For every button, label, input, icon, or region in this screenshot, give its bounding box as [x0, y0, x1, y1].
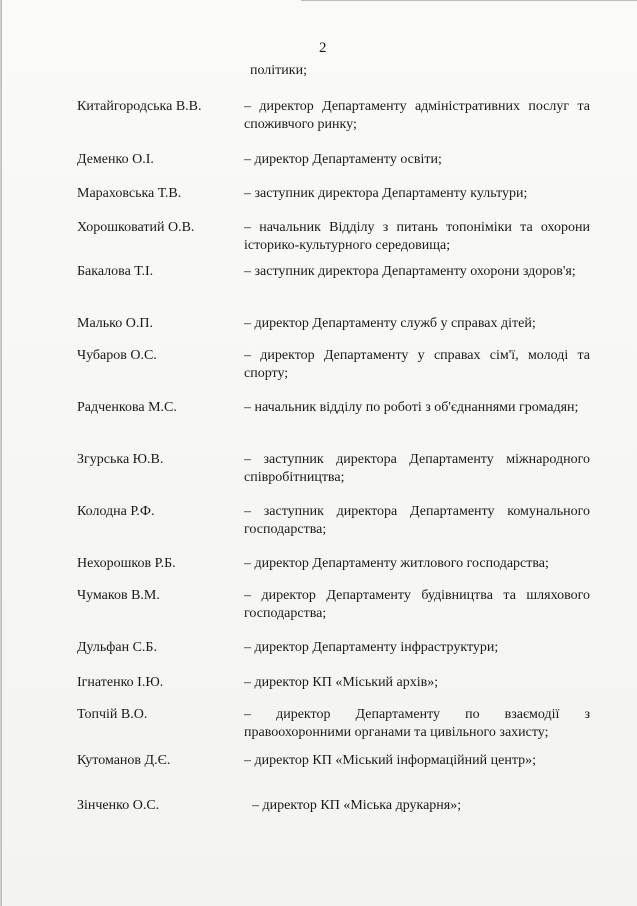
- person-role: – директор Департаменту житлового господарства;: [244, 556, 549, 571]
- person-name: Зінченко О.С.: [77, 798, 160, 813]
- person-role: – директор КП «Міський інформаційний центр»;: [244, 753, 536, 768]
- person-role: – заступник директора Департаменту охорони здоров'я;: [244, 264, 576, 279]
- person-name: Китайгородська В.В.: [77, 99, 202, 114]
- person-role: – директор Департаменту адміністративних послуг та споживчого ринку;: [244, 99, 590, 132]
- page-number: 2: [319, 40, 327, 56]
- person-name: Кутоманов Д.Є.: [77, 753, 171, 768]
- person-name: Бакалова Т.І.: [77, 264, 154, 279]
- person-name: Згурська Ю.В.: [77, 452, 164, 467]
- person-role: – директор Департаменту освіти;: [244, 152, 442, 167]
- person-role: – директор Департаменту будівництва та шляхового господарства;: [244, 588, 590, 621]
- person-name: Дульфан С.Б.: [77, 640, 157, 655]
- person-name: Чубаров О.С.: [77, 348, 157, 363]
- person-name: Чумаков В.М.: [77, 588, 160, 603]
- person-role: – заступник директора Департаменту культури;: [244, 186, 528, 201]
- person-role: – заступник директора Департаменту міжнародного співробітництва;: [244, 452, 590, 485]
- person-name: Колодна Р.Ф.: [77, 504, 155, 519]
- continuation-text: політики;: [250, 63, 307, 78]
- scan-edge-line: [1, 0, 2, 906]
- person-role: – директор КП «Міський архів»;: [244, 675, 439, 690]
- person-name: Мараховська Т.В.: [77, 186, 182, 201]
- person-role: – директор КП «Міська друкарня»;: [252, 798, 462, 813]
- scan-edge-line: [301, 0, 637, 1]
- person-name: Топчій В.О.: [77, 707, 148, 722]
- person-role: – начальник Відділу з питань топоніміки та охорони історико-культурного середовища;: [244, 220, 590, 253]
- person-name: Малько О.П.: [77, 316, 153, 331]
- person-name: Нехорошков Р.Б.: [77, 556, 176, 571]
- person-name: Ігнатенко І.Ю.: [77, 675, 164, 690]
- person-role: – директор Департаменту інфраструктури;: [244, 640, 499, 655]
- person-role: – директор Департаменту у справах сім'ї, молоді та спорту;: [244, 348, 590, 381]
- person-role: – директор Департаменту по взаємодії з правоохоронними органами та цивільного захисту;: [244, 707, 590, 740]
- person-role: – начальник відділу по роботі з об'єднаннями громадян;: [244, 400, 579, 415]
- person-name: Хорошковатий О.В.: [77, 220, 195, 235]
- person-name: Деменко О.І.: [77, 152, 154, 167]
- person-role: – директор Департаменту служб у справах дітей;: [244, 316, 536, 331]
- person-name: Радченкова М.С.: [77, 400, 177, 415]
- person-role: – заступник директора Департаменту комунального господарства;: [244, 504, 590, 537]
